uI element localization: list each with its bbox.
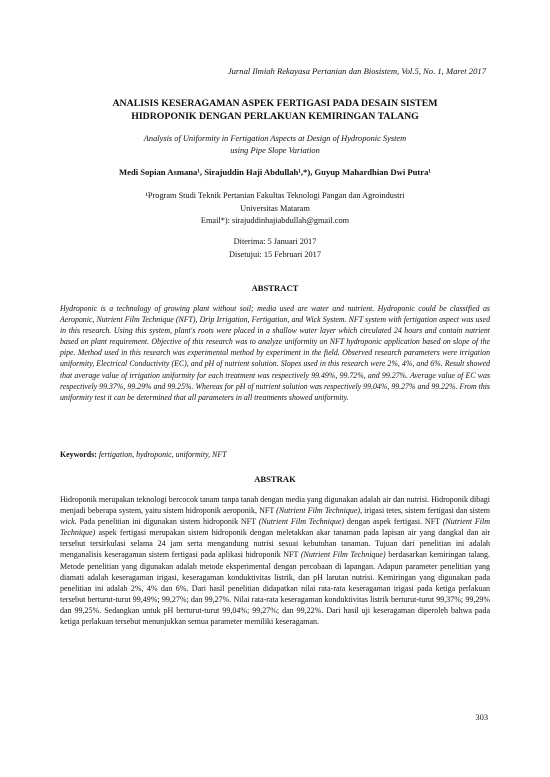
accepted-date: Disetujui: 15 Februari 2017 [229,249,321,259]
received-date: Diterima: 5 Januari 2017 [233,237,317,246]
paper-subtitle [60,133,490,156]
publication-dates [40,236,510,261]
abstrak-term: (Nutrient Film Technique) [276,506,361,516]
abstrak-term: (Nutrient Film Technique) [258,517,345,527]
abstract-english-text: Hydroponic is a technology of growing plant without soil; media used are water and nutrient. Hydroponic could be classified as Aeroponic, Nutrient Film Technique (NFT), Drip Irrigation, Fertigation, and Wick System. NFT system with fertigation aspect was used in this research. Using this system, plant's roots were placed in a shallow water layer which circulated 24 hours and contain nutrient based on plant requirement. Objective of this research was to analyze uniformity on NFT hydroponic application based on slope of the pipe. Method used in this research was experimental method by experiment in the field. Observed research parameters were irrigation uniformity, Electrical Conductivity (EC), and pH of nutrient solution. Slopes used in this research were 2%, 4%, and 6%. Result showed that average value of irrigation uniformity for each treatment was respectively 99.49%, 99.72%, and 99.27%. Average value of EC was respectively 99.37%, 99.29% and 99.25%. Whereas for pH of nutrient solution was respectively 99.04%, 99.27% and 99.22%. From this uniformity test it can be determined that all parameters in all treatments showed uniformity. [60,304,490,402]
abstract-heading: ABSTRACT [251,283,299,293]
abstrak-segment: Hidroponik merupakan teknologi bercocok tanam tanpa tanah dengan media yang digunakan adalah air dan nutrisi. Hidroponik dibagi menjadi beberapa system, yaitu sistem hidroponik aeroponik, NFT [60,495,490,516]
title-line: ANALISIS KESERAGAMAN ASPEK FERTIGASI PADA DESAIN SISTEM [112,98,438,109]
title-line: HIDROPONIK DENGAN PERLAKUAN KEMIRINGAN TALANG [131,111,419,122]
affiliation-line: Universitas Mataram [240,203,310,213]
page-number: 303 [475,713,488,722]
author-list: Medi Sopian Asmana¹, Sirajuddin Haji Abdullah¹,*), Guyup Mahardhian Dwi Putra¹ [119,167,431,177]
author-email: Email*): sirajuddinhajiabdullah@gmail.com [200,216,350,225]
abstrak-segment: . Pada penelitian ini digunakan sistem hidroponik NFT [74,517,259,527]
abstrak-segment: dengan aspek fertigasi. NFT [344,517,443,527]
affiliation-block [40,190,510,228]
keywords-line [60,450,490,459]
abstrak-segment: aspek fertigasi merupakan sistem hidroponik dengan meletakkan akar tanaman pada lapisan air yang dangkal dan air tersebut tersirkulasi selama 24 jam serta mengandung nutrisi sesuai kebutuhan tanaman. Tujuan dari penelitian ini adalah menganalisis keseragaman sistem fertigasi pada aplikasi hidroponik NFT [60,528,490,560]
abstrak-term: wick [60,517,75,527]
subtitle-line: Analysis of Uniformity in Fertigation Aspects at Design of Hydroponic System [143,134,407,143]
abstrak-heading: ABSTRAK [254,474,296,484]
abstrak-segment: , irigasi tetes, sistem fertigasi dan sistem [360,506,490,516]
abstrak-indonesian-text [60,494,490,627]
abstrak-term: (Nutrient Film Technique) [300,550,386,560]
keywords-label: Keywords: [60,450,97,459]
abstrak-term: (Nutrient Film Technique) [60,517,490,538]
affiliation-line: ¹Program Studi Teknik Pertanian Fakultas Teknologi Pangan dan Agroindustri [145,191,405,200]
keywords-value: fertigation, hydroponic, uniformity, NFT [98,450,227,459]
paper-title [60,97,490,123]
subtitle-line: using Pipe Slope Variation [230,145,320,155]
abstrak-segment: berdasarkan kemiringan talang. Metode penelitian yang digunakan adalah metode eksperimental dengan percobaan di lapangan. Adapun parameter penelitian yang diamati adalah keseragaman irigasi, keseragaman konduktivitas listrik, dan pH larutan nutrisi. Kemiringan yang digunakan pada penelitian ini adalah 2%, 4% dan 6%. Dari hasil penelitian didapatkan nilai rata-rata keseragaman irigasi pada ketiga perlakuan tersebut berturut-turut 99,49%; 99,27%; dan 99,27%. Nilai rata-rata keseragaman konduktivitas listrik berturut-turut 99,37%; 99,29% dan 99,25%. Sedangkan untuk pH berturut-turut 99,04%; 99,27%; dan 99,22%. Dari hasil uji keseragaman diperoleh bahwa pada ketiga perlakuan tersebut menunjukkan semua parameter memiliki keseragaman. [60,550,490,627]
journal-header: Jurnal Ilmiah Rekayasa Pertanian dan Biosistem, Vol.5, No. 1, Maret 2017 [227,66,486,76]
